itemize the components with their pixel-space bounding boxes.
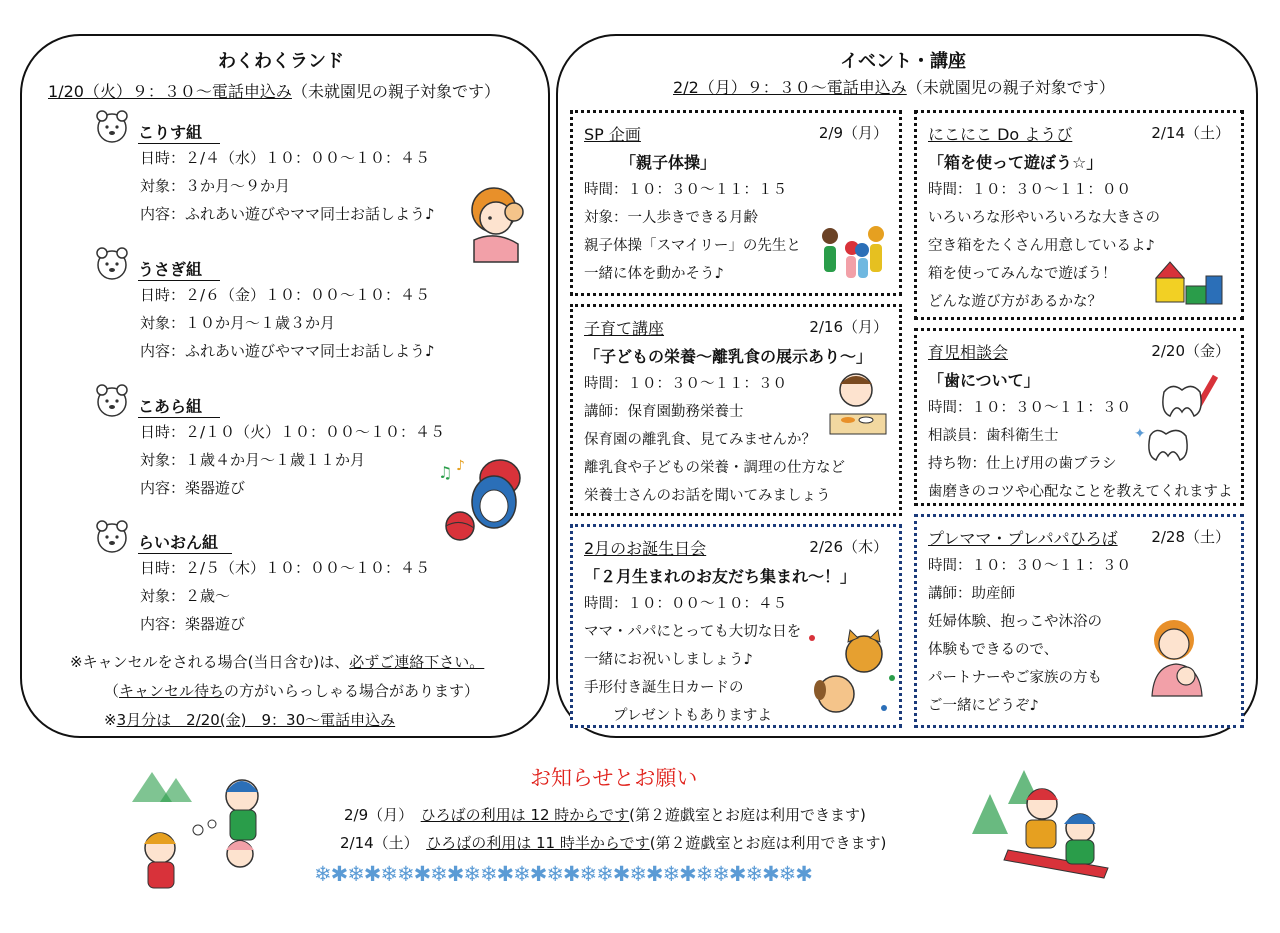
snowflake-border: ❄✱❄✱❄❄✱❄✱❄❄✱❄✱❄✱❄❄✱❄✱❄✱❄❄✱❄✱❄✱ [314, 862, 812, 886]
event-detail-line: 時間：１０：３０～１１：００ [928, 182, 1131, 198]
family-exercise-illustration [816, 222, 892, 286]
march-note [104, 709, 395, 730]
event-detail-line: 体験もできるので、 [928, 642, 1059, 658]
event-detail-line: 妊婦体験、抱っこや沐浴の [928, 614, 1102, 630]
left-header-note: （未就園児の親子対象です） [291, 82, 500, 101]
event-detail-line: 時間：１０：３０～１１：３０ [928, 558, 1131, 574]
svg-text:✦: ✦ [1134, 426, 1146, 442]
event-detail-line: パートナーやご家族の方も [928, 670, 1102, 686]
cancel-note [70, 651, 484, 672]
event-title: プレママ・プレパパひろば [928, 529, 1118, 548]
group-detail-line: 対象：１歳４か月～１歳１１か月 [140, 451, 366, 469]
squirrel-icon [92, 108, 132, 144]
event-date: 2/20（金） [1151, 342, 1230, 360]
group-detail-line: 内容：ふれあい遊びやママ同士お話しよう♪ [140, 342, 435, 360]
notice-item [344, 804, 866, 825]
right-header [673, 75, 1115, 98]
group-name: こりす組 [138, 120, 220, 144]
event-detail-line: 時間：１０：３０～１１：３０ [928, 400, 1131, 416]
event-detail-line: 講師：助産師 [928, 586, 1015, 602]
event-detail-line: いろいろな形やいろいろな大きさの [928, 210, 1160, 226]
event-detail-line: ママ・パパにとっても大切な日を [584, 624, 802, 640]
kids-snowball-illustration [132, 762, 282, 892]
event-title: 育児相談会 [928, 343, 1009, 362]
event-subtitle: 「箱を使って遊ぼう☆」 [928, 153, 1103, 172]
event-subtitle: 「２月生まれのお友だち集まれ～！」 [584, 567, 857, 586]
notice-title: お知らせとお願い [530, 766, 698, 790]
march-note-prefix: ※ [104, 711, 117, 729]
group-detail-line: 日時：２/６（金）１０：００～１０：４５ [140, 286, 431, 304]
girl-eating-illustration [462, 182, 532, 264]
group-detail-line: 対象：３か月～９か月 [140, 177, 291, 195]
event-date: 2/14（土） [1151, 124, 1230, 142]
left-title: わくわくランド [218, 51, 344, 72]
notice-item [340, 832, 886, 853]
event-detail-line: 栄養士さんのお話を聞いてみましょう [584, 488, 831, 504]
baby-eating-illustration [826, 370, 888, 440]
event-title: にこにこ Do ようび [928, 125, 1073, 144]
kids-sledding-illustration [968, 764, 1118, 888]
event-detail-line: 保育園の離乳食、見てみませんか？ [584, 432, 816, 448]
group-detail-line: 日時：２/１０（火）１０：００～１０：４５ [140, 423, 446, 441]
event-detail-line: 一緒にお祝いしましょう♪ [584, 652, 753, 668]
event-detail-line: 講師：保育園勤務栄養士 [584, 404, 744, 420]
event-title: SP 企画 [584, 125, 641, 144]
tooth-brush-illustration [1132, 372, 1232, 468]
event-detail-line: 対象：一人歩きできる月齢 [584, 210, 758, 226]
group-name: らいおん組 [138, 530, 232, 554]
event-detail-line: 箱を使ってみんなで遊ぼう！ [928, 266, 1117, 282]
group-detail-line: 日時：２/５（木）１０：００～１０：４５ [140, 559, 431, 577]
event-date: 2/26（木） [809, 538, 888, 556]
event-subtitle: 「子どもの栄養～離乳食の展示あり～」 [584, 347, 873, 366]
event-date: 2/28（土） [1151, 528, 1230, 546]
group-detail-line: 日時：２/４（水）１０：００～１０：４５ [140, 149, 431, 167]
event-detail-line: 手形付き誕生日カードの [584, 680, 744, 696]
event-title: 子育て講座 [584, 319, 665, 338]
right-header-note: （未就園児の親子対象です） [906, 78, 1115, 97]
event-detail-line: 離乳食や子どもの栄養・調理の仕方など [584, 460, 845, 476]
right-header-date: 2/2（月）９：３０～電話申込み [673, 78, 907, 97]
event-detail-line: どんな遊び方があるかな？ [928, 294, 1102, 310]
event-detail-line: 歯磨きのコツや心配なことを教えてくれますよ [928, 484, 1233, 500]
event-detail-line: 時間：１０：００～１０：４５ [584, 596, 787, 612]
event-detail-line: プレゼントもありますよ [584, 708, 772, 724]
notice-text-underlined: ひろばの利用は 11 時半からです [426, 834, 650, 852]
event-detail-line: 持ち物：仕上げ用の歯ブラシ [928, 456, 1117, 472]
left-header-date: 1/20（火）９：３０～電話申込み [48, 82, 292, 101]
notice-text-underlined: ひろばの利用は 12 時からです [420, 806, 630, 824]
right-title: イベント・講座 [840, 51, 966, 72]
event-detail-line: 相談員：歯科衛生士 [928, 428, 1059, 444]
left-header [48, 79, 500, 102]
event-detail-line: 空き箱をたくさん用意しているよ♪ [928, 238, 1155, 254]
lion-icon [92, 518, 132, 554]
event-detail-line: 一緒に体を動かそう♪ [584, 266, 724, 282]
event-detail-line: ご一緒にどうぞ♪ [928, 698, 1039, 714]
toy-blocks-illustration [1146, 256, 1226, 310]
group-detail-line: 内容：楽器遊び [140, 615, 246, 633]
event-title: 2月のお誕生日会 [584, 539, 707, 558]
group-detail-line: 対象：１０か月～１歳３か月 [140, 314, 336, 332]
event-date: 2/9（月） [818, 124, 888, 142]
group-detail-line: 対象：２歳～ [140, 587, 231, 605]
svg-text:♫: ♫ [438, 463, 453, 482]
notice-date: 2/9（月） [344, 806, 406, 824]
event-detail-line: 時間：１０：３０～１１：１５ [584, 182, 787, 198]
rabbit-icon [92, 245, 132, 281]
group-name: こあら組 [138, 394, 220, 418]
event-detail-line: 親子体操「スマイリー」の先生と [584, 238, 801, 254]
notice-text: (第２遊戯室とお庭は利用できます) [629, 806, 866, 824]
event-detail-line: 時間：１０：３０～１１：３０ [584, 376, 787, 392]
notice-text: (第２遊戯室とお庭は利用できます) [649, 834, 887, 852]
group-name: うさぎ組 [138, 257, 220, 281]
penguin-with-yarn-illustration [436, 456, 530, 546]
mother-baby-illustration [1140, 614, 1214, 698]
cat-dog-birthday-illustration [804, 628, 900, 720]
svg-text:♪: ♪ [456, 458, 465, 474]
event-subtitle: 「親子体操」 [620, 153, 717, 172]
event-subtitle: 「歯について」 [928, 371, 1040, 390]
cancel-wait-text: の方がいらっしゃる場合があります） [224, 682, 480, 700]
cancel-note-emphasis: 必ずご連絡下さい。 [349, 653, 485, 671]
group-detail-line: 内容：楽器遊び [140, 479, 246, 497]
koala-icon [92, 382, 132, 418]
group-detail-line: 内容：ふれあい遊びやママ同士お話しよう♪ [140, 205, 435, 223]
notice-date: 2/14（土） [340, 834, 412, 852]
event-date: 2/16（月） [809, 318, 888, 336]
cancel-wait-emphasis: キャンセル待ち [119, 682, 225, 700]
march-note-text: 3月分は 2/20(金) 9：30～電話申込み [116, 711, 396, 729]
cancel-wait-note [104, 680, 479, 701]
cancel-note-text: ※キャンセルをされる場合(当日含む)は、 [70, 653, 350, 671]
cancel-wait-paren: （ [104, 682, 120, 700]
